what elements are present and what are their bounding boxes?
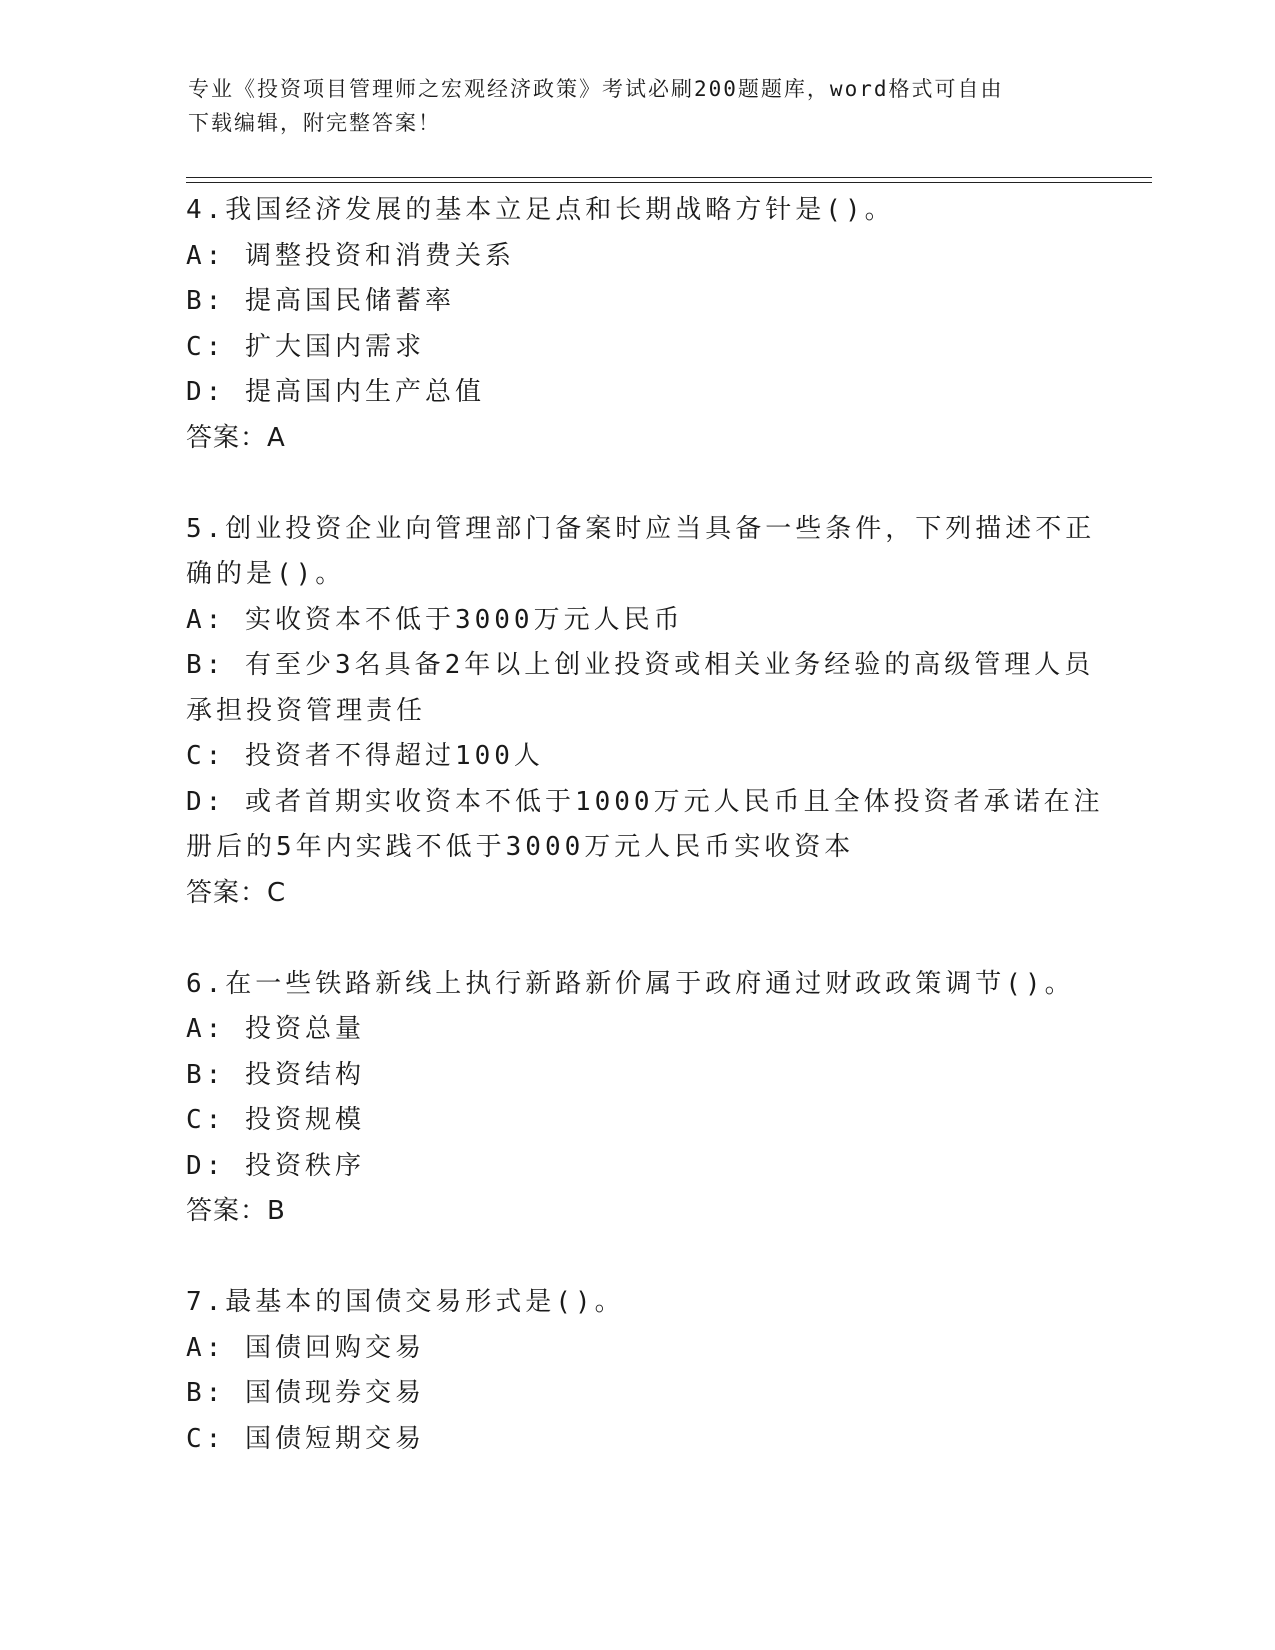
question-block [186, 962, 1086, 1235]
option-b-continued: 承担投资管理责任 [186, 695, 427, 726]
header-line-1: 专业《投资项目管理师之宏观经济政策》考试必刷200题题库，word格式可自由 [188, 77, 1004, 101]
option-d: D: 提高国内生产总值 [186, 377, 485, 407]
option-a: A: 实收资本不低于3000万元人民币 [186, 604, 684, 635]
option-a: A: 国债回购交易 [186, 1332, 425, 1363]
option-c: C: 投资规模 [186, 1105, 365, 1135]
question-stem: 7.最基本的国债交易形式是()。 [186, 1287, 625, 1317]
question-block [186, 1280, 1086, 1462]
question-stem: 5.创业投资企业向管理部门备案时应当具备一些条件，下列描述不正 [186, 513, 1096, 544]
document-header [188, 72, 1068, 140]
header-divider-top [186, 177, 1152, 178]
option-d: D: 或者首期实收资本不低于1000万元人民币且全体投资者承诺在注 [186, 786, 1104, 817]
question-stem: 6.在一些铁路新线上执行新路新价属于政府通过财政政策调节()。 [186, 968, 1075, 999]
header-line-2: 下载编辑，附完整答案！ [188, 111, 441, 135]
option-b: B: 投资结构 [186, 1059, 365, 1090]
answer-line: 答案：A [186, 422, 286, 453]
option-d: D: 投资秩序 [186, 1150, 365, 1181]
option-c: C: 投资者不得超过100人 [186, 741, 544, 771]
answer-line: 答案：C [186, 877, 287, 908]
answer-line: 答案：B [186, 1196, 286, 1226]
header-divider-bottom [186, 182, 1152, 183]
question-stem: 4.我国经济发展的基本立足点和长期战略方针是()。 [186, 195, 895, 225]
option-b: B: 有至少3名具备2年以上创业投资或相关业务经验的高级管理人员 [186, 650, 1095, 680]
option-a: A: 投资总量 [186, 1014, 365, 1044]
option-c: C: 国债短期交易 [186, 1423, 425, 1454]
question-list [186, 188, 1104, 1462]
option-a: A: 调整投资和消费关系 [186, 240, 515, 271]
option-b: B: 提高国民储蓄率 [186, 286, 455, 316]
question-block [186, 188, 1086, 461]
option-b: B: 国债现券交易 [186, 1378, 425, 1408]
question-stem-continued: 确的是()。 [186, 559, 346, 589]
option-d-continued: 册后的5年内实践不低于3000万元人民币实收资本 [186, 832, 855, 862]
option-c: C: 扩大国内需求 [186, 331, 425, 362]
question-block [186, 507, 1104, 917]
